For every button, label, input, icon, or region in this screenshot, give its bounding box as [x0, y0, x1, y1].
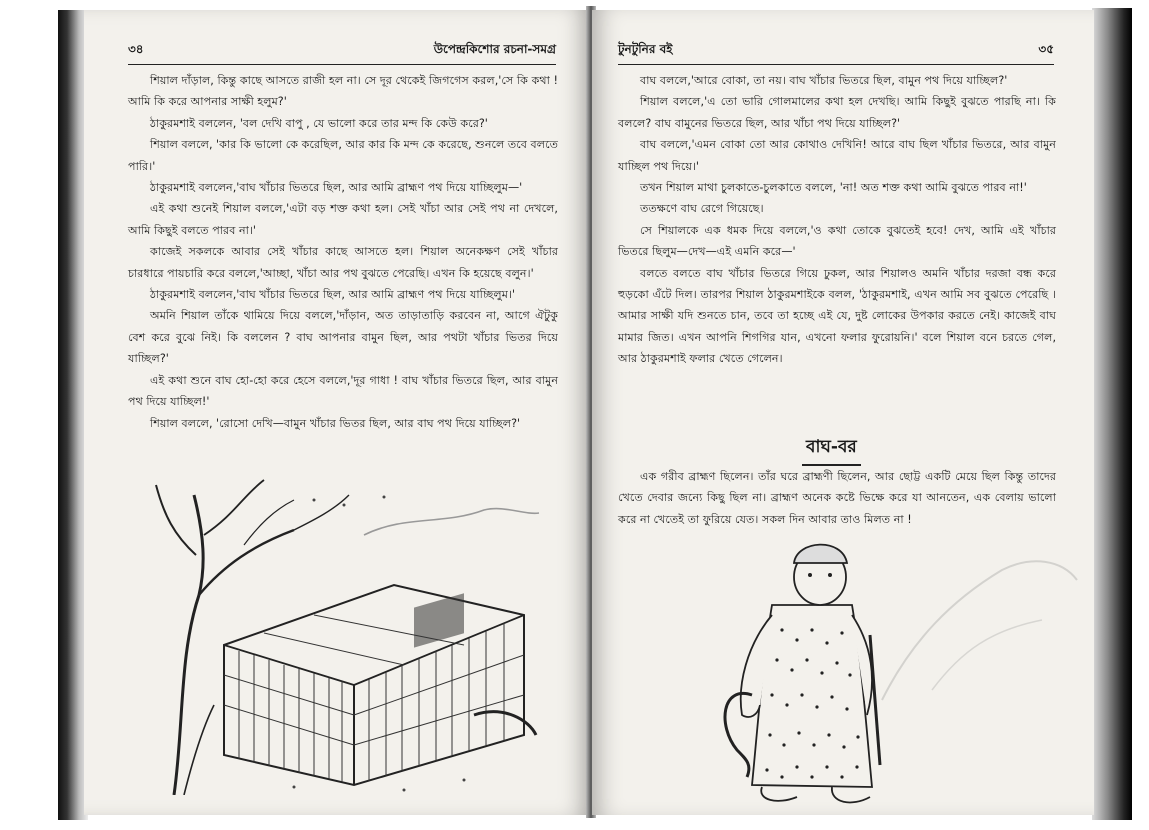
left-page-number: ৩৪: [128, 42, 144, 56]
left-page: [84, 10, 590, 815]
right-body-text: [618, 70, 1056, 370]
right-running-head: [618, 44, 1054, 65]
paragraph: সে শিয়ালকে এক ধমক দিয়ে বললে,'ও কথা তোকে বুঝতেই হবে! দেখ, আমি এই খাঁচার ভিতরে ছিলুম—দেখ—এই এমনি করে—': [618, 223, 1056, 259]
right-page: [592, 10, 1094, 815]
left-body-text: [128, 70, 558, 434]
paragraph: শিয়াল দাঁড়াল, কিন্তু কাছে আসতে রাজী হল না। সে দূর থেকেই জিগগেস করল,'সে কি কথা ! আমি কি করে আপনার সাক্ষী হলুম?': [128, 74, 558, 109]
paragraph: শিয়াল বললে, 'রোসো দেখি—বামুন খাঁচার ভিতর ছিল, আর বাঘ পথ দিয়ে যাচ্ছিল?': [150, 416, 521, 430]
paragraph: বাঘ বললে,'আরে বোকা, তা নয়। বাঘ খাঁচার ভিতরে ছিল, বামুন পথ দিয়ে যাচ্ছিল?': [640, 74, 1008, 87]
paragraph: ঠাকুরমশাই বললেন,'বাঘ খাঁচার ভিতরে ছিল, আর আমি ব্রাহ্মণ পথ দিয়ে যাচ্ছিলুম—': [150, 181, 523, 195]
tiger-groom-illustration: [702, 515, 932, 815]
book-edge-right: [1092, 8, 1132, 820]
paragraph: শিয়াল বললে,'এ তো ভারি গোলমালের কথা হল দেখছি। আমি কিছুই বুঝতে পারছি না। কি বললে? বাঘ বামুনের ভিতরে ছিল, আর খাঁচা পথ দিয়ে যাচ্ছিল?': [618, 95, 1056, 130]
paragraph: ঠাকুরমশাই বললেন, 'বল দেখি বাপু , যে ভালো করে তার মন্দ কি কেউ করে?': [150, 116, 488, 130]
paragraph: তখন শিয়াল মাথা চুলকাতে-চুলকাতে বললে, 'না! অত শক্ত কথা আমি বুঝতে পারব না!': [640, 181, 1027, 195]
paragraph: এই কথা শুনেই শিয়াল বললে,'এটা বড় শক্ত কথা হল। সেই খাঁচা আর সেই পথ না দেখলে, আমি কিছুই বলতে পারব না।': [128, 202, 558, 237]
right-page-number: ৩৫: [1038, 42, 1054, 56]
paragraph: বলতে বলতে বাঘ খাঁচার ভিতরে গিয়ে ঢুকল, আর শিয়ালও অমনি খাঁচার দরজা বন্ধ করে হুড়কো এঁটে দিল। তারপর শিয়াল ঠাকুরমশাইকে বলল, 'ঠাকুরমশাই, এখন আমি সব বুঝতে পেরেছি । আমার সাক্ষী যদি শুনতে চান, তবে তা হচ্ছে এই যে, দুষ্ট লোকের উপকার করতে নেই। কাজেই বাঘ মামার জিত। এখন আপনি শিগগির যান, এখনো ফলার ফুরোয়নি।' বলে শিয়াল বনে চরতে গেল, আর ঠাকুরমশাই ফলার খেতে গেলেন।: [618, 266, 1056, 366]
story-title: বাঘ-বর: [802, 434, 861, 466]
paragraph: এক গরীব ব্রাহ্মণ ছিলেন। তাঁর ঘরে ব্রাহ্মণী ছিলেন, আর ছোট্ট একটি মেয়ে ছিল কিন্তু তাদের খেতে দেবার জন্যে কিছু ছিল না। ব্রাহ্মণ অনেক কষ্টে ভিক্ষে করে যা আনতেন, এক বেলায় ভালো করে না খেতেই তা ফুরিয়ে যেত। সকল দিন আবার তাও মিলত না !: [618, 470, 1056, 526]
paragraph: শিয়াল বললে, 'কার কি ভালো কে করেছিল, আর কার কি মন্দ কে করেছে, শুনলে তবে বলতে পারি।': [128, 138, 559, 173]
paragraph: বাঘ বললে,'এমন বোকা তো আর কোথাও দেখিনি! আরে বাঘ ছিল খাঁচার ভিতরে, আর বামুন যাচ্ছিল পথ দিয়ে।': [618, 138, 1056, 173]
paragraph: ঠাকুরমশাই বললেন,'বাঘ খাঁচার ভিতরে ছিল, আর আমি ব্রাহ্মণ পথ দিয়ে যাচ্ছিলুম।': [150, 288, 516, 302]
tiger-cage-illustration: [144, 475, 544, 795]
paragraph: ততক্ষণে বাঘ রেগে গিয়েছে।: [640, 202, 764, 216]
paragraph: অমনি শিয়াল তাঁকে থামিয়ে দিয়ে বললে,'দাঁড়ান, অত তাড়াতাড়ি করবেন না, আগে ঐটুকু বেশ করে বুঝে নিই। কি বললেন ? বাঘ আপনার বামুন ছিল, আর পথটা খাঁচার ভিতর দিয়ে যাচ্ছিল?': [128, 309, 558, 366]
left-header-title: উপেন্দ্রকিশোর রচনা-সমগ্র: [433, 42, 556, 56]
paragraph: কাজেই সকলকে আবার সেই খাঁচার কাছে আসতে হল। শিয়াল অনেকক্ষণ সেই খাঁচার চারধারে পায়চারি করে বললে,'আচ্ছা, খাঁচা আর পথ বুঝতে পেরেছি। এখন কি হয়েছে বলুন।': [128, 245, 558, 280]
right-header-title: টুনটুনির বই: [618, 42, 673, 56]
paragraph: এই কথা শুনে বাঘ হো-হো করে হেসে বললে,'দূর গাধা ! বাঘ খাঁচার ভিতরে ছিল, আর বামুন পথ দিয়ে যাচ্ছিল!': [128, 373, 558, 409]
left-running-head: [128, 44, 556, 65]
